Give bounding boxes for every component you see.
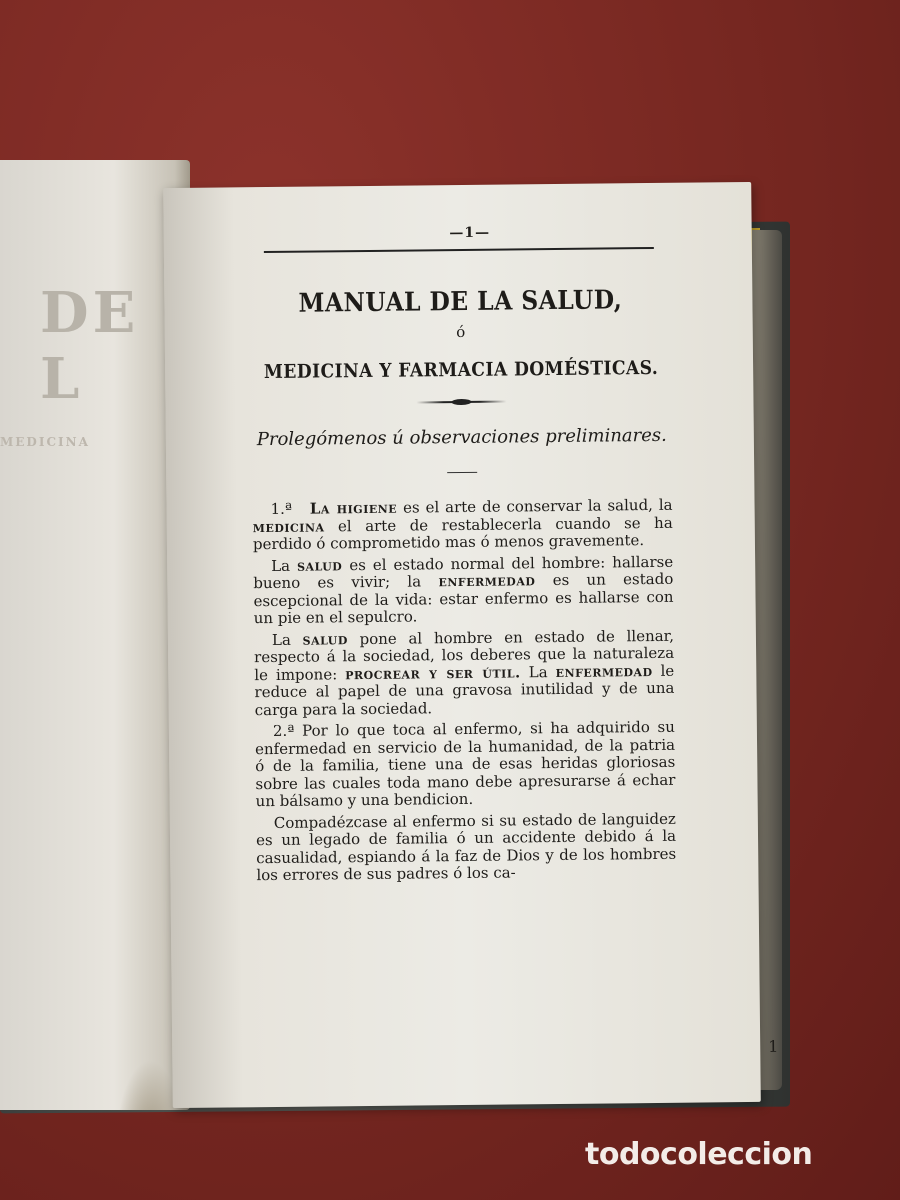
paragraph xyxy=(253,553,674,627)
title-conjunction: ó xyxy=(456,322,466,342)
term: salud xyxy=(296,555,343,575)
paragraph xyxy=(256,810,677,884)
paragraph-number: 2.ª xyxy=(272,721,295,740)
term: La higiene xyxy=(309,498,398,518)
book-title: MANUAL DE LA SALUD, xyxy=(298,285,623,319)
body-text xyxy=(252,497,676,885)
page-number-footer: 1 xyxy=(768,1036,779,1056)
term: medicina xyxy=(252,516,325,536)
text-run: es el estado normal del hombre: hallarse bueno es vivir; la xyxy=(253,552,674,593)
text-run: el arte de restablecerla cuando se ha perdido ó comprometido mas ó menos gravemente. xyxy=(252,513,673,554)
left-page-bleed-subtitle: MEDICINA xyxy=(0,435,90,449)
short-divider xyxy=(447,472,477,473)
ornament-divider xyxy=(416,399,506,406)
paragraph-number: 1.ª xyxy=(270,499,293,518)
header-rule xyxy=(264,247,654,253)
term: enfermedad xyxy=(438,571,536,591)
text-run: pone al hombre en estado de llenar, respecto á la sociedad, los deberes que la naturaleza le impone: xyxy=(254,626,675,684)
text-run: Compadézcase al enfermo si su estado de languidez es un legado de familia ó un accidente debido á la casualidad, espiando á la faz de Dios y de los hombres los errores de sus padres ó los ca- xyxy=(255,809,677,885)
term: procrear y ser útil. xyxy=(345,662,521,683)
text-run: es un estado escepcional de la vida: estar enfermo es hallarse con un pie en el sepulcro. xyxy=(253,569,674,628)
left-page-bleed-title: DE L xyxy=(40,280,140,412)
section-heading: Prolegómenos ú observaciones preliminares. xyxy=(256,424,667,451)
text-run: La xyxy=(520,662,556,681)
watermark-logo: todocoleccion xyxy=(585,1137,813,1172)
paragraph xyxy=(252,497,673,554)
paragraph xyxy=(255,719,676,811)
text-run: le reduce al papel de una gravosa inutilidad y de una carga para la sociedad. xyxy=(254,661,675,719)
text-run: es el arte de conservar la salud, la xyxy=(397,495,673,517)
left-page xyxy=(0,160,190,1110)
book-subtitle: MEDICINA Y FARMACIA DOMÉSTICAS. xyxy=(263,356,659,384)
page-number-header: —1— xyxy=(449,224,491,242)
term: salud xyxy=(302,629,348,649)
text-run: Por lo que toca al enfermo, si ha adquirido su enfermedad en servicio de la humanidad, de la patria ó de la familia, tiene una de esas heridas gloriosas sobre las cuales toda mano debe apresurarse á echar un bálsamo y una bendicion. xyxy=(254,717,676,811)
paragraph xyxy=(254,627,675,719)
text-run: La xyxy=(271,556,298,575)
text-run: La xyxy=(271,630,303,649)
page-content xyxy=(252,223,779,1056)
right-page xyxy=(163,182,779,1108)
term: enfermedad xyxy=(555,661,653,681)
